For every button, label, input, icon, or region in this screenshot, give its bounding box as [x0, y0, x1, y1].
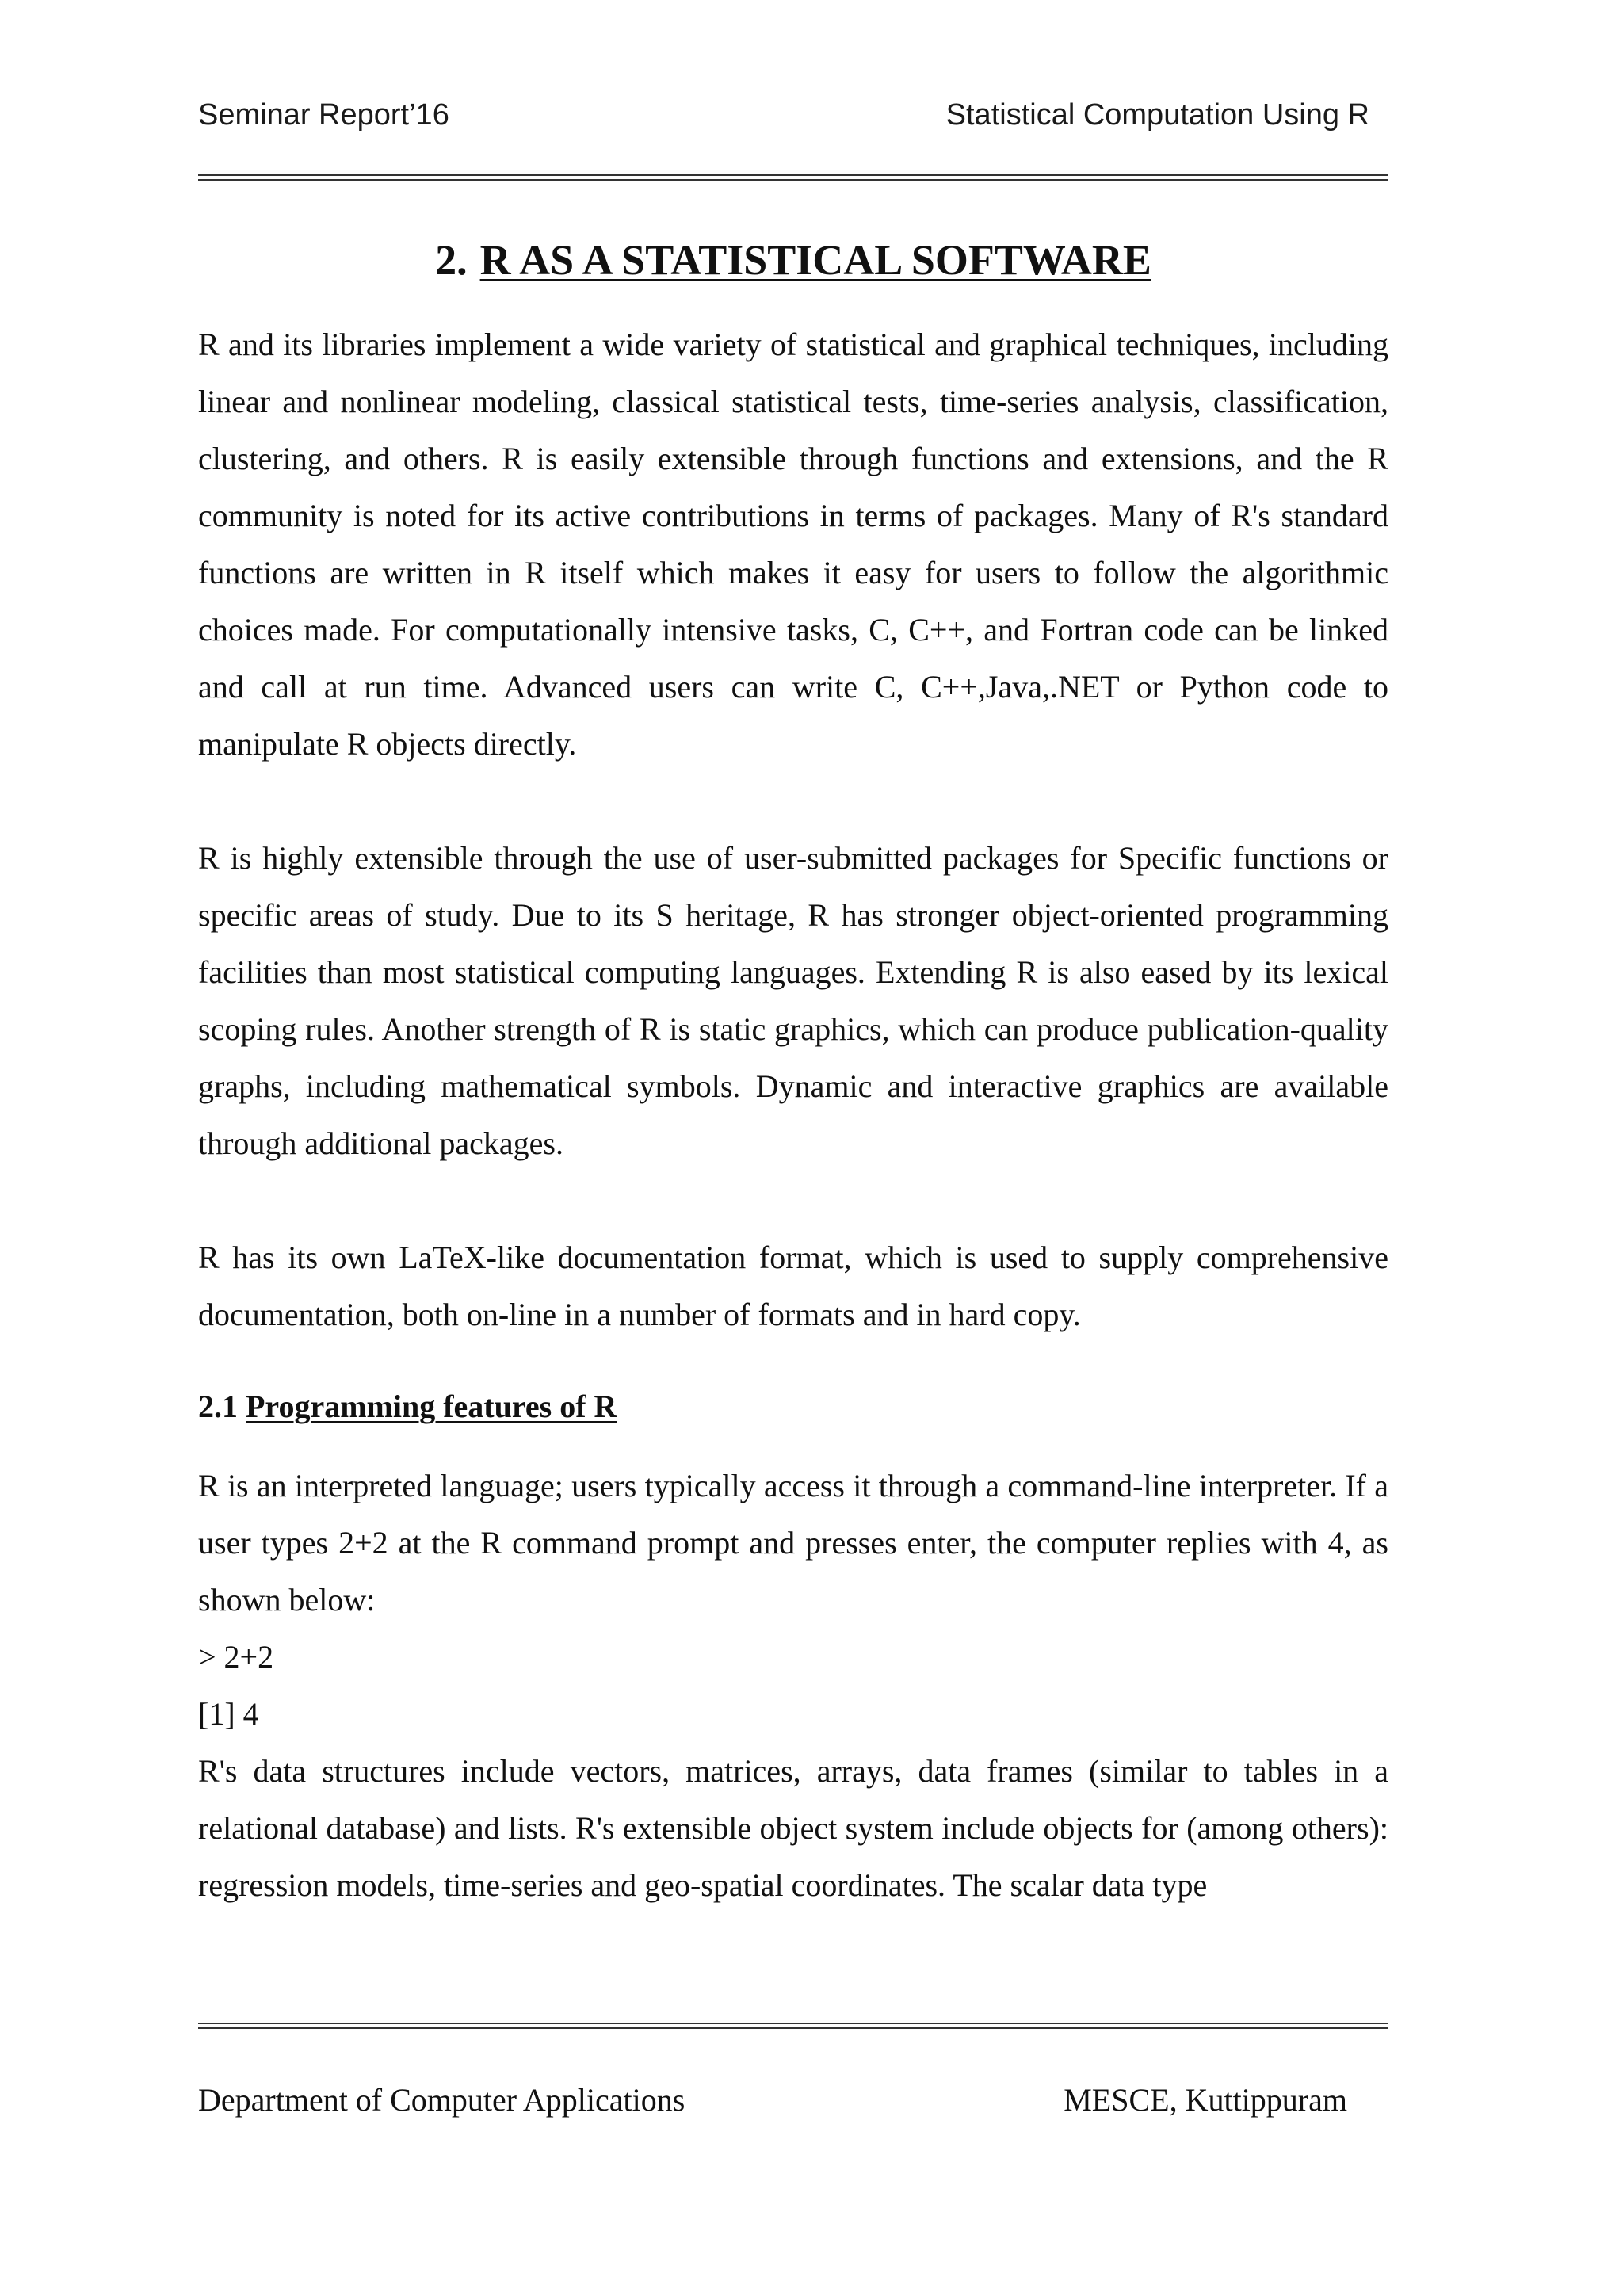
footer-divider — [198, 2023, 1388, 2029]
paragraph-r-libraries: R and its libraries implement a wide variety of statistical and graphical techniques, including linear and nonlinear modeling, classical statistical tests, time-series analysis, classification, clustering, and others. R is easily extensible through functions and extensions, and the R community is noted for its active contributions in terms of packages. Many of R's standard functions are written in R itself which makes it easy for users to follow the algorithmic choices made. For computationally intensive tasks, C, C++, and Fortran code can be linked and call at run time. Advanced users can write C, C++,Java,.NET or Python code to manipulate R objects directly. — [198, 327, 1388, 762]
paragraph-interpreted-language — [198, 1457, 1388, 1743]
section-number: 2.1 — [198, 1389, 238, 1424]
header-report-topic: Statistical Computation Using R — [945, 98, 1369, 132]
section-heading — [198, 1385, 1388, 1429]
header-report-label: Seminar Report’16 — [198, 98, 449, 132]
footer-department: Department of Computer Applications — [198, 2082, 685, 2118]
paragraph-data-structures: R's data structures include vectors, matrices, arrays, data frames (similar to tables in a relational database) and lists. R's extensible object system include objects for (among others): regression models, time-series and geo-spatial coordinates. The scalar data type — [198, 1753, 1388, 1903]
code-input-line: > 2+2 — [198, 1639, 274, 1675]
running-header — [198, 97, 1369, 133]
chapter-number: 2. — [435, 236, 468, 284]
footer-institution: MESCE, Kuttippuram — [1064, 2082, 1347, 2118]
chapter-title-text: R AS A STATISTICAL SOFTWARE — [479, 236, 1151, 284]
running-footer — [198, 2080, 1347, 2120]
paragraph-extensibility: R is highly extensible through the use of user-submitted packages for Specific functions or specific areas of study. Due to its S heritage, R has stronger object-oriented programming facilities than most statistical computing languages. Extending R is also eased by its lexical scoping rules. Another strength of R is static graphics, which can produce publication-quality graphs, including mathematical symbols. Dynamic and interactive graphics are available through additional packages. — [198, 840, 1388, 1161]
code-output-line: [1] 4 — [198, 1696, 259, 1732]
paragraph-interpreted-text: R is an interpreted language; users typically access it through a command-line interpreter. If a user types 2+2 at the R command prompt and presses enter, the computer replies with 4, as shown below: — [198, 1468, 1388, 1618]
chapter-title — [198, 235, 1388, 285]
header-divider — [198, 174, 1388, 181]
section-title: Programming features of R — [246, 1389, 617, 1424]
paragraph-documentation-format: R has its own LaTeX-like documentation format, which is used to supply comprehensive documentation, both on-line in a number of formats and in hard copy. — [198, 1240, 1388, 1332]
